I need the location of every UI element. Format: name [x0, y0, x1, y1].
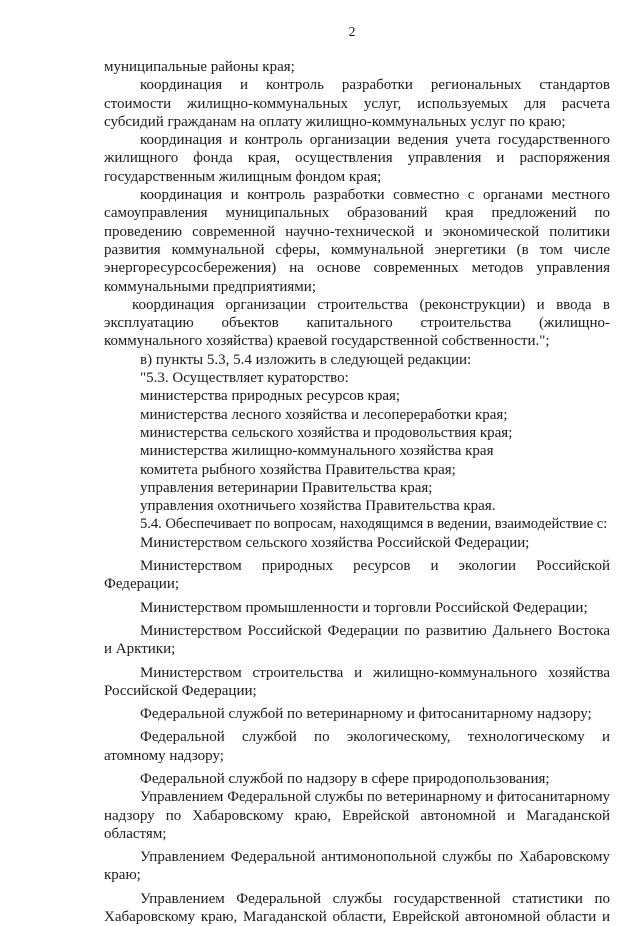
text-line: стоимости жилищно-коммунальных услуг, используемых для расчета — [104, 95, 610, 112]
text-line: самоуправления муниципальных образований края предложений по — [104, 205, 610, 222]
text-line: координация организации строительства (реконструкции) и ввода в — [132, 296, 610, 313]
text-line: Федеральной службой по надзору в сфере природопользования; — [140, 770, 550, 787]
text-line: комитета рыбного хозяйства Правительства края; — [140, 461, 456, 478]
text-line: министерства жилищно-коммунального хозяйства края — [140, 443, 494, 460]
text-line: координация и контроль разработки совместно с органами местного — [140, 187, 610, 204]
text-line: коммунального хозяйства) краевой государственной собственности."; — [104, 333, 550, 350]
text-line: Управлением Федеральной службы государственной статистики по — [140, 890, 610, 907]
text-line: Министерством природных ресурсов и экологии Российской — [140, 558, 610, 575]
text-line: Министерством промышленности и торговли Российской Федерации; — [140, 599, 588, 616]
text-line: государственным жилищным фондом края; — [104, 168, 382, 185]
text-line: развития коммунальной сферы, коммунальной энергетики (в том числе — [104, 241, 610, 258]
text-line: проведению современной научно-технической и экономической политики — [104, 223, 610, 240]
text-line: министерства сельского хозяйства и продовольствия края; — [140, 424, 513, 441]
text-line: коммунальными предприятиями; — [104, 278, 316, 295]
document-page — [104, 22, 610, 926]
text-line: муниципальные районы края; — [104, 59, 295, 75]
text-line: управления охотничьего хозяйства Правительства края. — [140, 498, 496, 515]
text-line: министерства лесного хозяйства и лесопереработки края; — [140, 406, 508, 423]
text-line: Российской Федерации; — [104, 682, 257, 699]
page-number: 2 — [348, 25, 356, 40]
text-line: в) пункты 5.3, 5.4 изложить в следующей редакции: — [140, 351, 472, 368]
text-line: и Арктики; — [104, 641, 176, 658]
text-line: субсидий гражданам на оплату жилищно-коммунальных услуг по краю; — [104, 113, 566, 130]
text-line: краю; — [104, 867, 141, 884]
text-line: Федеральной службой по экологическому, технологическому и — [140, 729, 610, 746]
text-line: эксплуатацию объектов капитального строительства (жилищно- — [104, 315, 610, 332]
text-line: Управлением Федеральной антимонопольной службы по Хабаровскому — [140, 849, 610, 866]
text-line: координация и контроль организации ведения учета государственного — [140, 132, 610, 149]
text-line: энергоресурсосбережения) на основе современных методов управления — [104, 260, 610, 277]
text-line: "5.3. Осуществляет кураторство: — [140, 370, 349, 387]
document-body — [104, 58, 610, 926]
text-line: координация и контроль разработки региональных стандартов — [140, 77, 610, 94]
text-line: министерства природных ресурсов края; — [140, 388, 401, 405]
text-line: Федеральной службой по ветеринарному и фитосанитарному надзору; — [140, 706, 592, 723]
text-line: Федерации; — [104, 576, 180, 593]
text-line: надзору по Хабаровскому краю, Еврейской автономной и Магаданской — [104, 807, 610, 824]
text-line: областям; — [104, 825, 167, 842]
text-line: Министерством сельского хозяйства Российской Федерации; — [140, 534, 530, 551]
text-line: Министерством Российской Федерации по развитию Дальнего Востока — [140, 622, 610, 639]
text-line: Управлением Федеральной службы по ветеринарному и фитосанитарному — [140, 789, 610, 806]
text-line: жилищного фонда края, осуществления управления и распоряжения — [104, 150, 610, 167]
text-line: Хабаровскому краю, Магаданской области, Еврейской автономной области и — [104, 909, 610, 926]
text-line: атомному надзору; — [104, 747, 224, 764]
text-line: 5.4. Обеспечивает по вопросам, находящимся в ведении, взаимодействие с: — [140, 516, 608, 533]
text-line: управления ветеринарии Правительства края; — [140, 479, 433, 496]
text-line: Министерством строительства и жилищно-коммунального хозяйства — [140, 664, 610, 681]
